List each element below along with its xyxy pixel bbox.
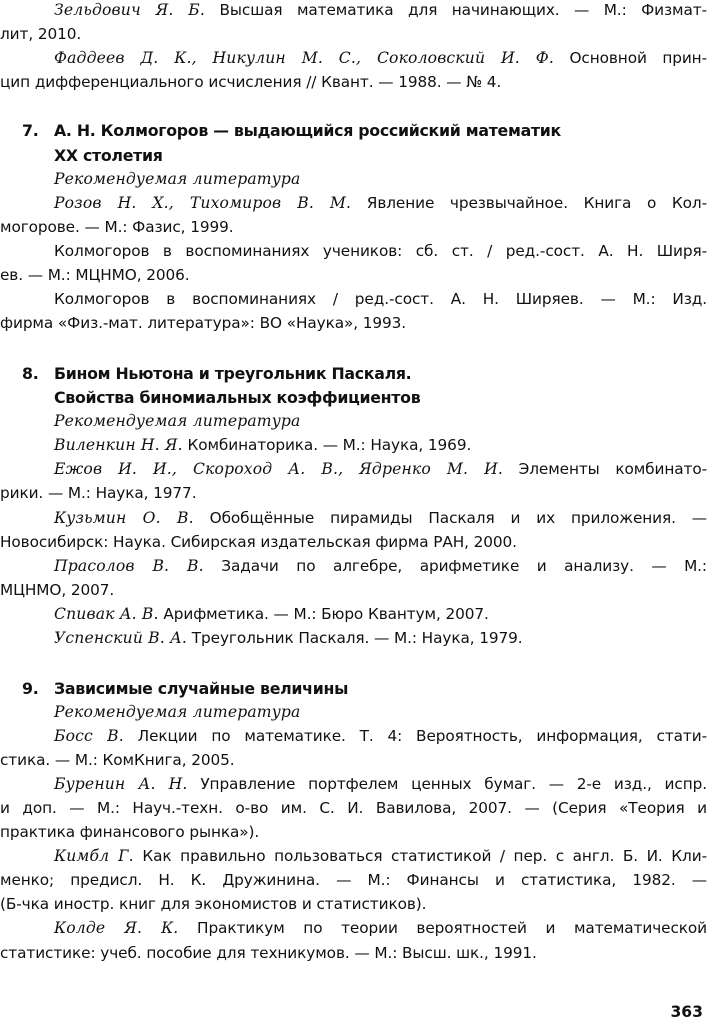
reference-authors: Виленкин Н. Я.	[54, 436, 183, 454]
recommended-reading-label: Рекомендуемая литература	[54, 703, 301, 721]
page-number: 363	[670, 1003, 703, 1021]
reference-authors: Розов Н. Х., Тихомиров В. М.	[54, 194, 352, 212]
reference-authors: Кузьмин О. В.	[54, 509, 194, 527]
reference-line: статистике: учеб. пособие для техникумов. — М.: Высш. шк., 1991.	[0, 944, 537, 962]
reference-line	[54, 724, 707, 749]
reference-line: ев. — М.: МЦНМО, 2006.	[0, 266, 190, 284]
section-number: 9.	[22, 679, 39, 698]
reference-line	[54, 844, 707, 869]
reference-line: Новосибирск: Наука. Сибирская издательская фирма РАН, 2000.	[0, 533, 517, 551]
reference-authors: Спивак А. В.	[54, 605, 159, 623]
reference-title: Как правильно пользоваться статистикой / пер. с англ. Б. И. Кли-	[133, 847, 707, 865]
reference-line: лит, 2010.	[0, 25, 82, 43]
section-title: Бином Ньютона и треугольник Паскаля.	[54, 364, 412, 383]
reference-title: Явление чрезвычайное. Книга о Кол-	[351, 194, 707, 212]
reference-title: Треугольник Паскаля. — М.: Наука, 1979.	[187, 629, 523, 647]
reference-line: практика финансового рынка»).	[0, 823, 260, 841]
reference-line	[54, 506, 707, 531]
recommended-reading-label: Рекомендуемая литература	[54, 170, 301, 188]
reference-title: Задачи по алгебре, арифметике и анализу. — М.:	[203, 557, 707, 575]
section-title: А. Н. Колмогоров — выдающийся российский математик	[54, 121, 561, 140]
reference-line	[54, 602, 489, 627]
reference-line	[54, 554, 707, 579]
reference-line	[54, 916, 707, 941]
reference-line	[54, 46, 707, 71]
reference-line: Колмогоров в воспоминаниях учеников: сб. ст. / ред.-сост. А. Н. Ширя-	[54, 242, 707, 260]
reference-line: цип дифференциального исчисления // Квант. — 1988. — № 4.	[0, 73, 502, 91]
reference-line: МЦНМО, 2007.	[0, 581, 115, 599]
reference-authors: Фаддеев Д. К., Никулин М. С., Соколовский И. Ф.	[54, 49, 554, 67]
reference-line: менко; предисл. Н. К. Дружинина. — М.: Финансы и статистика, 1982. —	[0, 871, 707, 889]
reference-line: фирма «Физ.-мат. литература»: ВО «Наука», 1993.	[0, 314, 407, 332]
reference-authors: Колде Я. К.	[54, 919, 179, 937]
reference-line: могорове. — М.: Фазис, 1999.	[0, 218, 234, 236]
reference-line	[54, 457, 707, 482]
reference-authors: Буренин А. Н.	[54, 775, 188, 793]
reference-authors: Босс В.	[54, 727, 124, 745]
reference-authors: Прасолов В. В.	[54, 557, 204, 575]
reference-title: Практикум по теории вероятностей и математической	[178, 919, 707, 937]
reference-title: Обобщённые пирамиды Паскаля и их приложения. —	[193, 509, 707, 527]
reference-title: Высшая математика для начинающих. — М.: Физмат-	[205, 1, 707, 19]
section-number: 7.	[22, 121, 39, 140]
section-title: Зависимые случайные величины	[54, 679, 349, 698]
reference-title: Комбинаторика. — М.: Наука, 1969.	[182, 436, 472, 454]
reference-title: Элементы комбинато-	[502, 460, 707, 478]
reference-line: стика. — М.: КомКнига, 2005.	[0, 751, 235, 769]
reference-line: Колмогоров в воспоминаниях / ред.-сост. А. Н. Ширяев. — М.: Изд.	[54, 290, 707, 308]
reference-authors: Ежов И. И., Скороход А. В., Ядренко М. И.	[54, 460, 503, 478]
reference-title: Лекции по математике. Т. 4: Вероятность, информация, стати-	[123, 727, 707, 745]
reference-title: Управление портфелем ценных бумаг. — 2-е изд., испр.	[187, 775, 707, 793]
reference-line	[54, 626, 523, 651]
recommended-reading-label: Рекомендуемая литература	[54, 412, 301, 430]
reference-line	[54, 191, 707, 216]
reference-line	[54, 772, 707, 797]
reference-line: рики. — М.: Наука, 1977.	[0, 484, 197, 502]
reference-authors: Зельдович Я. Б.	[54, 1, 206, 19]
reference-line: (Б-чка иностр. книг для экономистов и статистиков).	[0, 895, 427, 913]
reference-line	[54, 433, 471, 458]
reference-title: Арифметика. — М.: Бюро Квантум, 2007.	[158, 605, 489, 623]
reference-line: и доп. — М.: Науч.-техн. о-во им. С. И. Вавилова, 2007. — (Серия «Теория и	[0, 799, 707, 817]
section-title-line: Свойства биномиальных коэффициентов	[54, 388, 421, 407]
section-title-line: XX столетия	[54, 146, 163, 165]
reference-title: Основной прин-	[553, 49, 707, 67]
section-number: 8.	[22, 364, 39, 383]
reference-authors: Успенский В. А.	[54, 629, 188, 647]
reference-line	[54, 0, 707, 23]
reference-authors: Кимбл Г.	[54, 847, 134, 865]
